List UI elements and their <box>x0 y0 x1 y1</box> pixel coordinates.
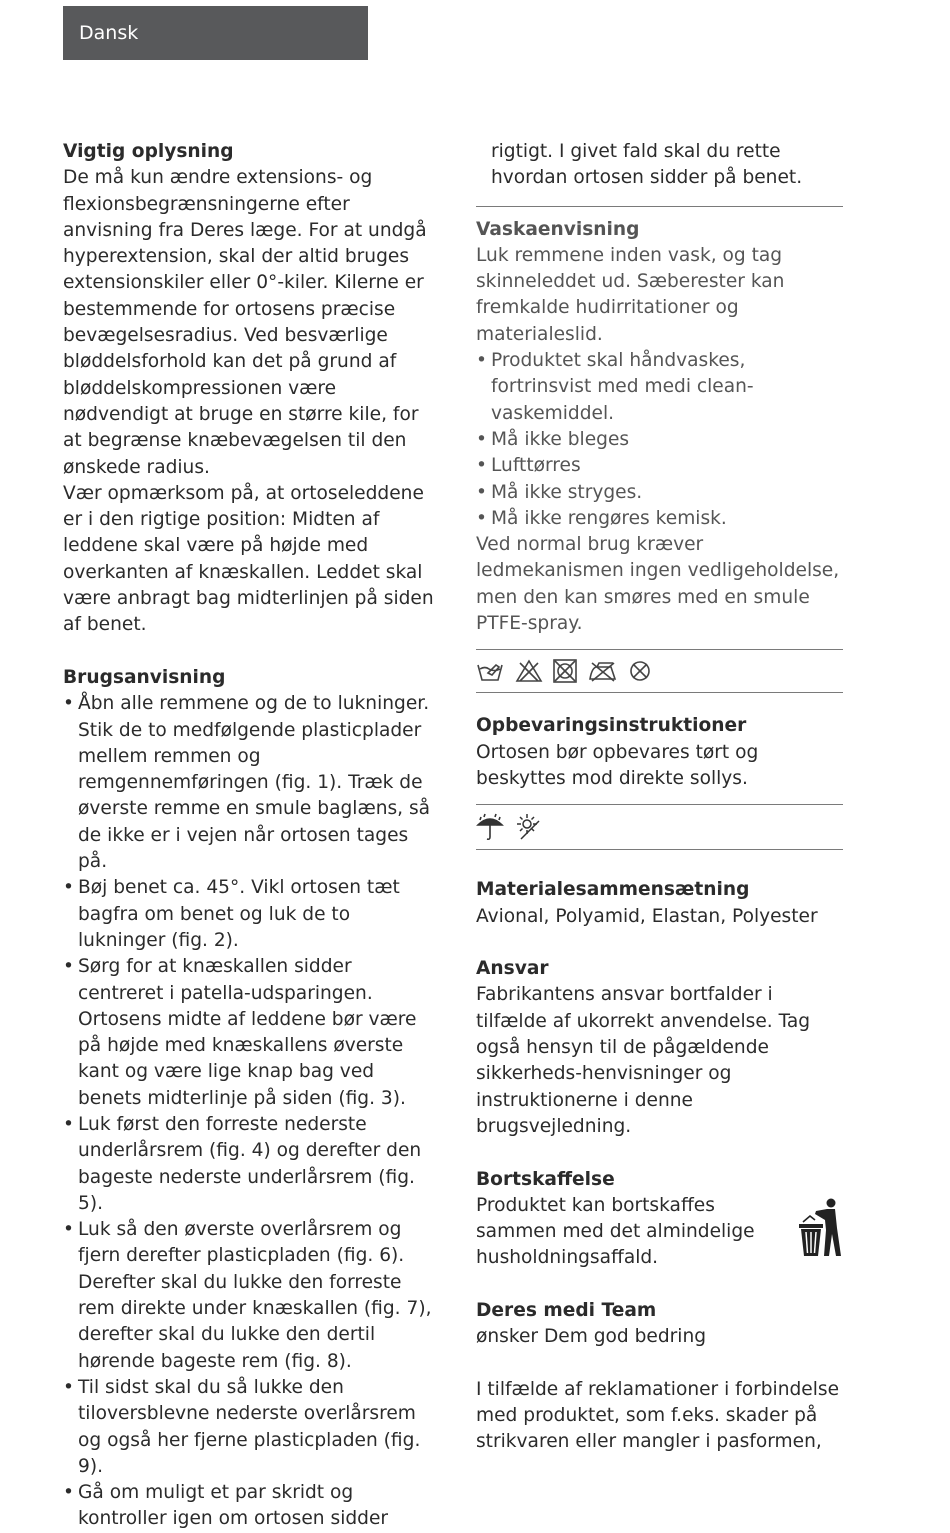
usage-step: • Bøj benet ca. 45°. Vikl ortosen tæt bagfra om benet og luk de to lukninger (fig. 2). <box>63 875 435 954</box>
keep-dry-icon <box>476 813 504 841</box>
liability-heading: Ansvar <box>476 958 549 980</box>
washing-item: • Må ikke bleges <box>476 427 843 453</box>
storage-heading: Opbevaringsinstruktioner <box>476 715 747 737</box>
important-paragraph-1: De må kun ændre extensions- og flexionsbegrænsningerne efter anvisning fra Deres læge. For at undgå hyperextension, skal der altid bruges extensionskiler eller 0°-kiler. Kilerne er bestemmende for ortosens præcise bevægelsesradius. Ved besværlige bløddelsforhold kan det på grund af bløddelskompressionen være nødvendigt at bruge en større kile, for at begrænse knæbevægelsen til den ønskede radius. <box>63 167 427 478</box>
materials-heading: Materialesammensætning <box>476 879 750 901</box>
washing-item: • Produktet skal håndvaskes, fortrinsvist med medi clean-vaskemiddel. <box>476 348 843 427</box>
washing-heading: Vaskaenvisning <box>476 218 640 240</box>
hand-wash-icon <box>476 659 506 683</box>
no-dry-clean-icon <box>628 659 652 683</box>
liability-text: Fabrikantens ansvar bortfalder i tilfælde af ukorrekt anvendelse. Tag også hensyn til de pågældende sikkerheds-henvisninger og instruktionerne i denne brugsvejledning. <box>476 984 811 1137</box>
washing-outro: Ved normal brug kræver ledmekanismen ingen vedligeholdelse, men den kan smøres med en smule PTFE-spray. <box>476 534 840 635</box>
usage-step: • Sørg for at knæskallen sidder centreret i patella-udsparingen. Ortosens midte af leddene bør være på højde med knæskallens øverste kant og være lige knap bag ved benets midterlinje på siden (fig. 3). <box>63 954 435 1112</box>
disposal-block <box>476 1193 843 1272</box>
trash-bin-icon <box>795 1198 843 1258</box>
no-tumble-dry-icon <box>552 659 578 683</box>
complaints-text: I tilfælde af reklamationer i forbindelse med produktet, som f.eks. skader på strikvaren eller mangler i pasformen, <box>476 1378 840 1453</box>
usage-step: • Luk så den øverste overlårsrem og fjern derefter plasticpladen (fig. 6). Derefter skal du lukke den forreste rem direkte under knæskallen (fig. 7), derefter skal du lukke den dertil hørende bageste rem (fig. 8). <box>63 1217 435 1375</box>
usage-heading: Brugsanvisning <box>63 666 226 688</box>
usage-step: • Åbn alle remmene og de to lukninger. Stik de to medfølgende plasticplader mellem remmen og remgennemføringen (fig. 1). Træk de øverste remme en smule baglæns, så de ikke er i vejen når ortosen tages på. <box>63 691 435 875</box>
washing-item: • Må ikke stryges. <box>476 480 843 506</box>
washing-item: • Må ikke rengøres kemisk. <box>476 506 843 532</box>
language-tab: Dansk <box>63 6 368 60</box>
usage-step-continued: rigtigt. I givet fald skal du rette hvordan ortosen sidder på benet. <box>491 141 803 189</box>
team-text: ønsker Dem god bedring <box>476 1326 707 1348</box>
important-paragraph-2: Vær opmærksom på, at ortoseleddene er i den rigtige position: Midten af leddene skal være på højde med overkanten af knæskallen. Leddet skal være anbragt bag midterlinjen på siden af benet. <box>63 482 434 636</box>
materials-text: Avional, Polyamid, Elastan, Polyester <box>476 905 818 927</box>
care-symbols <box>476 650 843 692</box>
storage-symbols <box>476 805 843 849</box>
right-column <box>476 139 843 1456</box>
no-ironing-icon <box>587 659 619 683</box>
divider <box>476 206 843 207</box>
usage-step: • Til sidst skal du så lukke den tiloversblevne nederste overlårsrem og også her fjerne plasticpladen (fig. 9). <box>63 1375 435 1480</box>
washing-intro: Luk remmene inden vask, og tag skinneleddet ud. Sæberester kan fremkalde hudirritationer og materialeslid. <box>476 244 785 345</box>
disposal-text: Produktet kan bortskaffes sammen med det almindelige husholdningsaffald. <box>476 1194 755 1269</box>
important-heading: Vigtig oplysning <box>63 141 234 162</box>
left-column <box>63 139 435 1533</box>
usage-step: • Gå om muligt et par skridt og kontroller igen om ortosen sidder <box>63 1480 435 1533</box>
divider <box>476 849 843 850</box>
no-bleach-icon <box>515 659 543 683</box>
usage-list <box>63 691 435 1533</box>
disposal-heading: Bortskaffelse <box>476 1168 615 1190</box>
washing-item: • Lufttørres <box>476 453 843 479</box>
washing-list <box>476 348 843 532</box>
protect-from-sunlight-icon <box>513 813 543 841</box>
storage-text: Ortosen bør opbevares tørt og beskyttes mod direkte sollys. <box>476 741 759 789</box>
divider <box>476 692 843 693</box>
usage-step: • Luk først den forreste nederste underlårsrem (fig. 4) og derefter den bageste nederste underlårsrem (fig. 5). <box>63 1112 435 1217</box>
team-heading: Deres medi Team <box>476 1299 657 1321</box>
